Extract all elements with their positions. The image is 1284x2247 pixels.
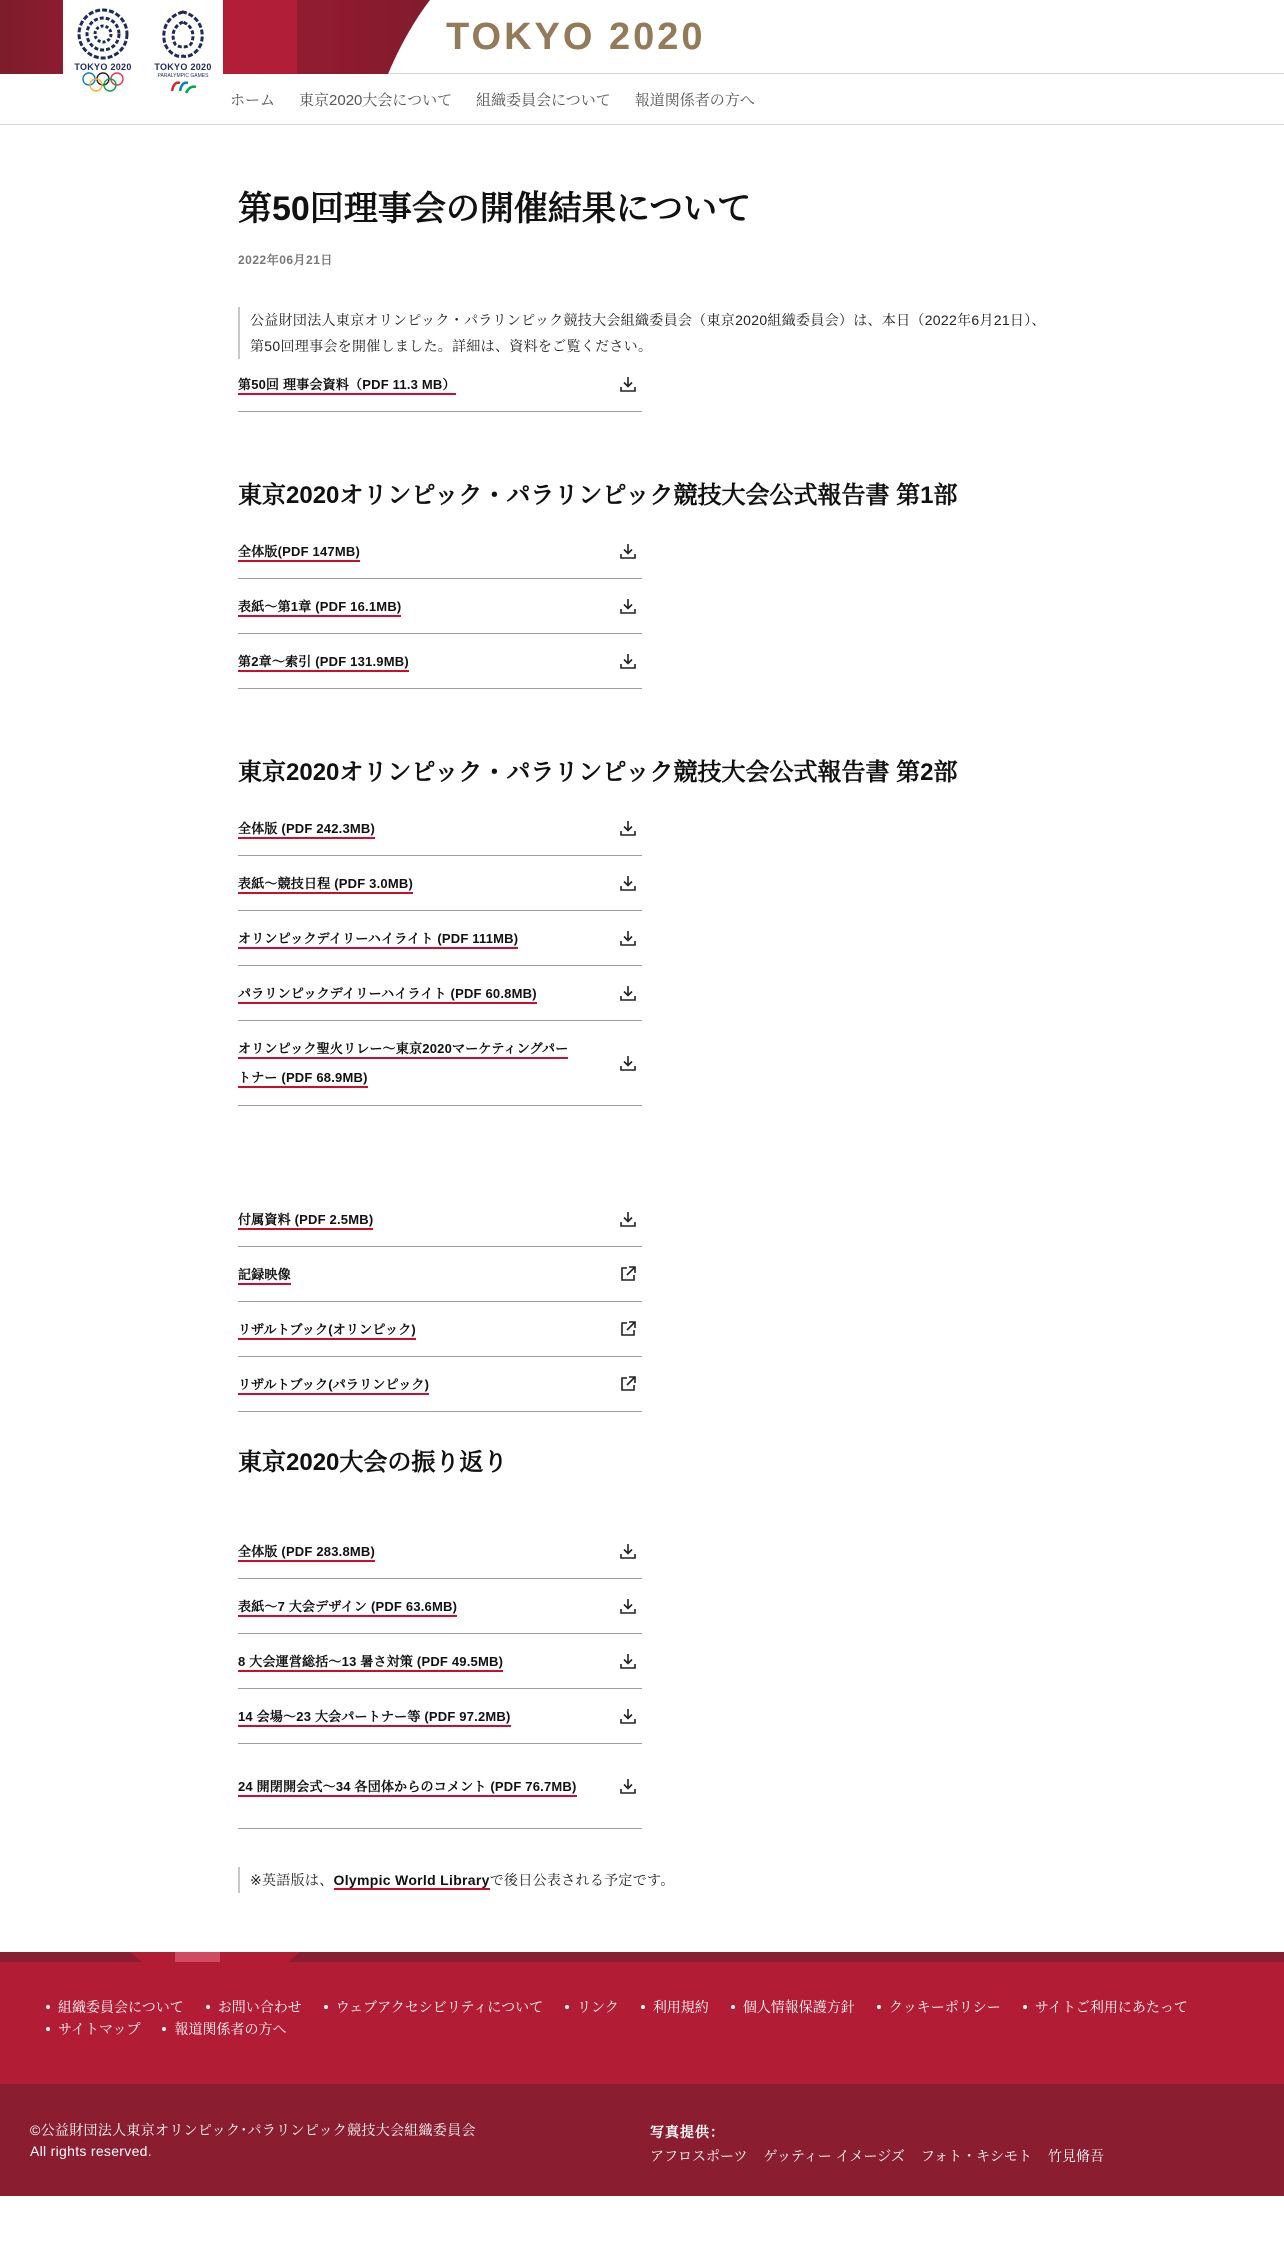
olympic-emblem-icon — [75, 8, 131, 60]
download-link[interactable]: 表紙～第1章 (PDF 16.1MB) — [238, 592, 401, 621]
external-link[interactable]: 記録映像 — [238, 1260, 291, 1289]
footer-bottom — [0, 2084, 1284, 2196]
board-doc-list — [238, 357, 642, 412]
external-row — [238, 1302, 642, 1357]
paralympic-logo-sub: PARALYMPIC GAMES — [157, 73, 209, 79]
copyright-line-1: ©公益財団法人東京オリンピック･パラリンピック競技大会組織委員会 — [30, 2122, 476, 2138]
photo-credit-names — [650, 2144, 1120, 2168]
download-icon[interactable] — [618, 1651, 638, 1671]
nav-item-home[interactable]: ホーム — [230, 91, 276, 109]
tokyo2020-wordmark[interactable]: TOKYO 2020 — [446, 16, 706, 58]
nav-item-about-committee[interactable]: 組織委員会について — [476, 91, 611, 109]
olympic-logo-text: TOKYO 2020 — [74, 62, 132, 72]
download-row — [238, 966, 642, 1021]
page-title: 第50回理事会の開催結果について — [238, 190, 752, 228]
download-icon[interactable] — [618, 983, 638, 1003]
download-icon[interactable] — [618, 928, 638, 948]
paralympic-logo-link[interactable] — [143, 0, 223, 79]
report-part1-list — [238, 524, 642, 689]
footer-links-area — [0, 1952, 1284, 2084]
download-row — [238, 801, 642, 856]
external-row — [238, 1357, 642, 1412]
footer-link-committee[interactable]: 組織委員会について — [46, 1998, 184, 2016]
download-link[interactable]: 第50回 理事会資料（PDF 11.3 MB） — [238, 370, 456, 399]
download-row — [238, 524, 642, 579]
download-icon[interactable] — [618, 651, 638, 671]
download-icon[interactable] — [618, 1209, 638, 1229]
photo-credit-title: 写真提供： — [650, 2124, 725, 2140]
footer-link-accessibility[interactable]: ウェブアクセシビリティについて — [324, 1998, 543, 2016]
download-link[interactable]: パラリンピックデイリーハイライト (PDF 60.8MB) — [238, 979, 537, 1008]
english-note-suffix: で後日公表される予定です。 — [489, 1872, 675, 1888]
footer-link-terms[interactable]: 利用規約 — [641, 1998, 709, 2016]
nav-item-press[interactable]: 報道関係者の方へ — [634, 91, 755, 109]
publish-date: 2022年06月21日 — [238, 253, 333, 267]
credit-name: アフロスポーツ — [650, 2148, 748, 2164]
site-header — [0, 0, 1284, 125]
download-icon[interactable] — [618, 873, 638, 893]
extras-list — [238, 1192, 642, 1412]
section-title-report-part2: 東京2020オリンピック・パラリンピック競技大会公式報告書 第2部 — [238, 759, 958, 786]
article-notice: 公益財団法人東京オリンピック・パラリンピック競技大会組織委員会（東京2020組織委員会）は、本日（2022年6月21日）、第50回理事会を開催しました。詳細は、資料をご覧ください。 — [238, 307, 1058, 359]
download-row — [238, 1689, 642, 1744]
download-row — [238, 911, 642, 966]
download-icon[interactable] — [618, 374, 638, 394]
download-link[interactable]: 第2章～索引 (PDF 131.9MB) — [238, 647, 409, 676]
nav-divider — [0, 124, 1284, 125]
footer-link-press[interactable]: 報道関係者の方へ — [162, 2020, 286, 2038]
download-link[interactable]: オリンピック聖火リレー～東京2020マーケティングパートナー (PDF 68.9MB) — [238, 1034, 578, 1092]
nav-item-about-games[interactable]: 東京2020大会について — [299, 91, 453, 109]
main-nav — [230, 74, 779, 124]
download-row — [238, 634, 642, 689]
external-link-icon[interactable] — [618, 1264, 638, 1284]
credit-name: ゲッティー イメージズ — [763, 2148, 905, 2164]
download-row — [238, 1524, 642, 1579]
agitos-icon — [168, 79, 198, 95]
download-row — [238, 1744, 642, 1829]
download-link[interactable]: 全体版(PDF 147MB) — [238, 537, 360, 566]
download-link[interactable]: 表紙～競技日程 (PDF 3.0MB) — [238, 869, 413, 898]
download-link[interactable]: 24 開閉開会式～34 各団体からのコメント (PDF 76.7MB) — [238, 1772, 577, 1801]
footer-nav — [46, 1998, 1256, 2038]
review-list — [238, 1524, 642, 1829]
olympic-rings-icon — [81, 72, 125, 92]
download-link[interactable]: 全体版 (PDF 242.3MB) — [238, 814, 375, 843]
download-row — [238, 579, 642, 634]
download-icon[interactable] — [618, 1596, 638, 1616]
copyright-line-2: All rights reserved. — [30, 2143, 152, 2159]
download-row — [238, 357, 642, 412]
external-row — [238, 1247, 642, 1302]
external-link[interactable]: リザルトブック(オリンピック) — [238, 1315, 416, 1344]
download-row — [238, 1192, 642, 1247]
footer-tab-decoration — [130, 1952, 300, 1962]
footer-link-links[interactable]: リンク — [565, 1998, 619, 2016]
download-icon[interactable] — [618, 1053, 638, 1073]
english-version-note — [238, 1867, 838, 1893]
copyright — [30, 2120, 476, 2162]
paralympic-emblem-icon — [155, 8, 211, 60]
download-row — [238, 1634, 642, 1689]
english-note-prefix: ※英語版は、 — [250, 1872, 334, 1888]
header-top-bar — [0, 0, 1284, 79]
report-part2-list — [238, 801, 642, 1106]
download-row — [238, 856, 642, 911]
footer-link-contact[interactable]: お問い合わせ — [206, 1998, 302, 2016]
download-link[interactable]: 全体版 (PDF 283.8MB) — [238, 1537, 375, 1566]
section-title-report-part1: 東京2020オリンピック・パラリンピック競技大会公式報告書 第1部 — [238, 482, 958, 509]
olympic-logo-link[interactable] — [63, 0, 143, 74]
download-link[interactable]: 14 会場～23 大会パートナー等 (PDF 97.2MB) — [238, 1702, 511, 1731]
credit-name: 竹見脩吾 — [1048, 2148, 1104, 2164]
download-link[interactable]: 付属資料 (PDF 2.5MB) — [238, 1205, 373, 1234]
download-link[interactable]: 表紙～7 大会デザイン (PDF 63.6MB) — [238, 1592, 457, 1621]
download-row — [238, 1021, 642, 1106]
external-link[interactable]: リザルトブック(パラリンピック) — [238, 1370, 429, 1399]
footer-link-site-usage[interactable]: サイトご利用にあたって — [1023, 1998, 1188, 2016]
external-link-icon[interactable] — [618, 1319, 638, 1339]
download-icon[interactable] — [618, 1541, 638, 1561]
download-icon[interactable] — [618, 1706, 638, 1726]
download-icon[interactable] — [618, 1776, 638, 1796]
footer-link-sitemap[interactable]: サイトマップ — [46, 2020, 140, 2038]
paralympic-logo-text: TOKYO 2020 — [154, 62, 212, 72]
download-row — [238, 1579, 642, 1634]
section-title-review: 東京2020大会の振り返り — [238, 1449, 508, 1476]
photo-credit — [650, 2120, 1120, 2168]
download-link[interactable]: オリンピックデイリーハイライト (PDF 111MB) — [238, 924, 518, 953]
download-icon[interactable] — [618, 541, 638, 561]
download-link[interactable]: 8 大会運営総括～13 暑さ対策 (PDF 49.5MB) — [238, 1647, 503, 1676]
footer-link-privacy[interactable]: 個人情報保護方針 — [731, 1998, 855, 2016]
download-icon[interactable] — [618, 596, 638, 616]
download-icon[interactable] — [618, 818, 638, 838]
footer-link-cookie[interactable]: クッキーポリシー — [877, 1998, 1001, 2016]
credit-name: フォト・キシモト — [920, 2148, 1032, 2164]
external-link-icon[interactable] — [618, 1374, 638, 1394]
olympic-world-library-link[interactable]: Olympic World Library — [333, 1872, 490, 1888]
